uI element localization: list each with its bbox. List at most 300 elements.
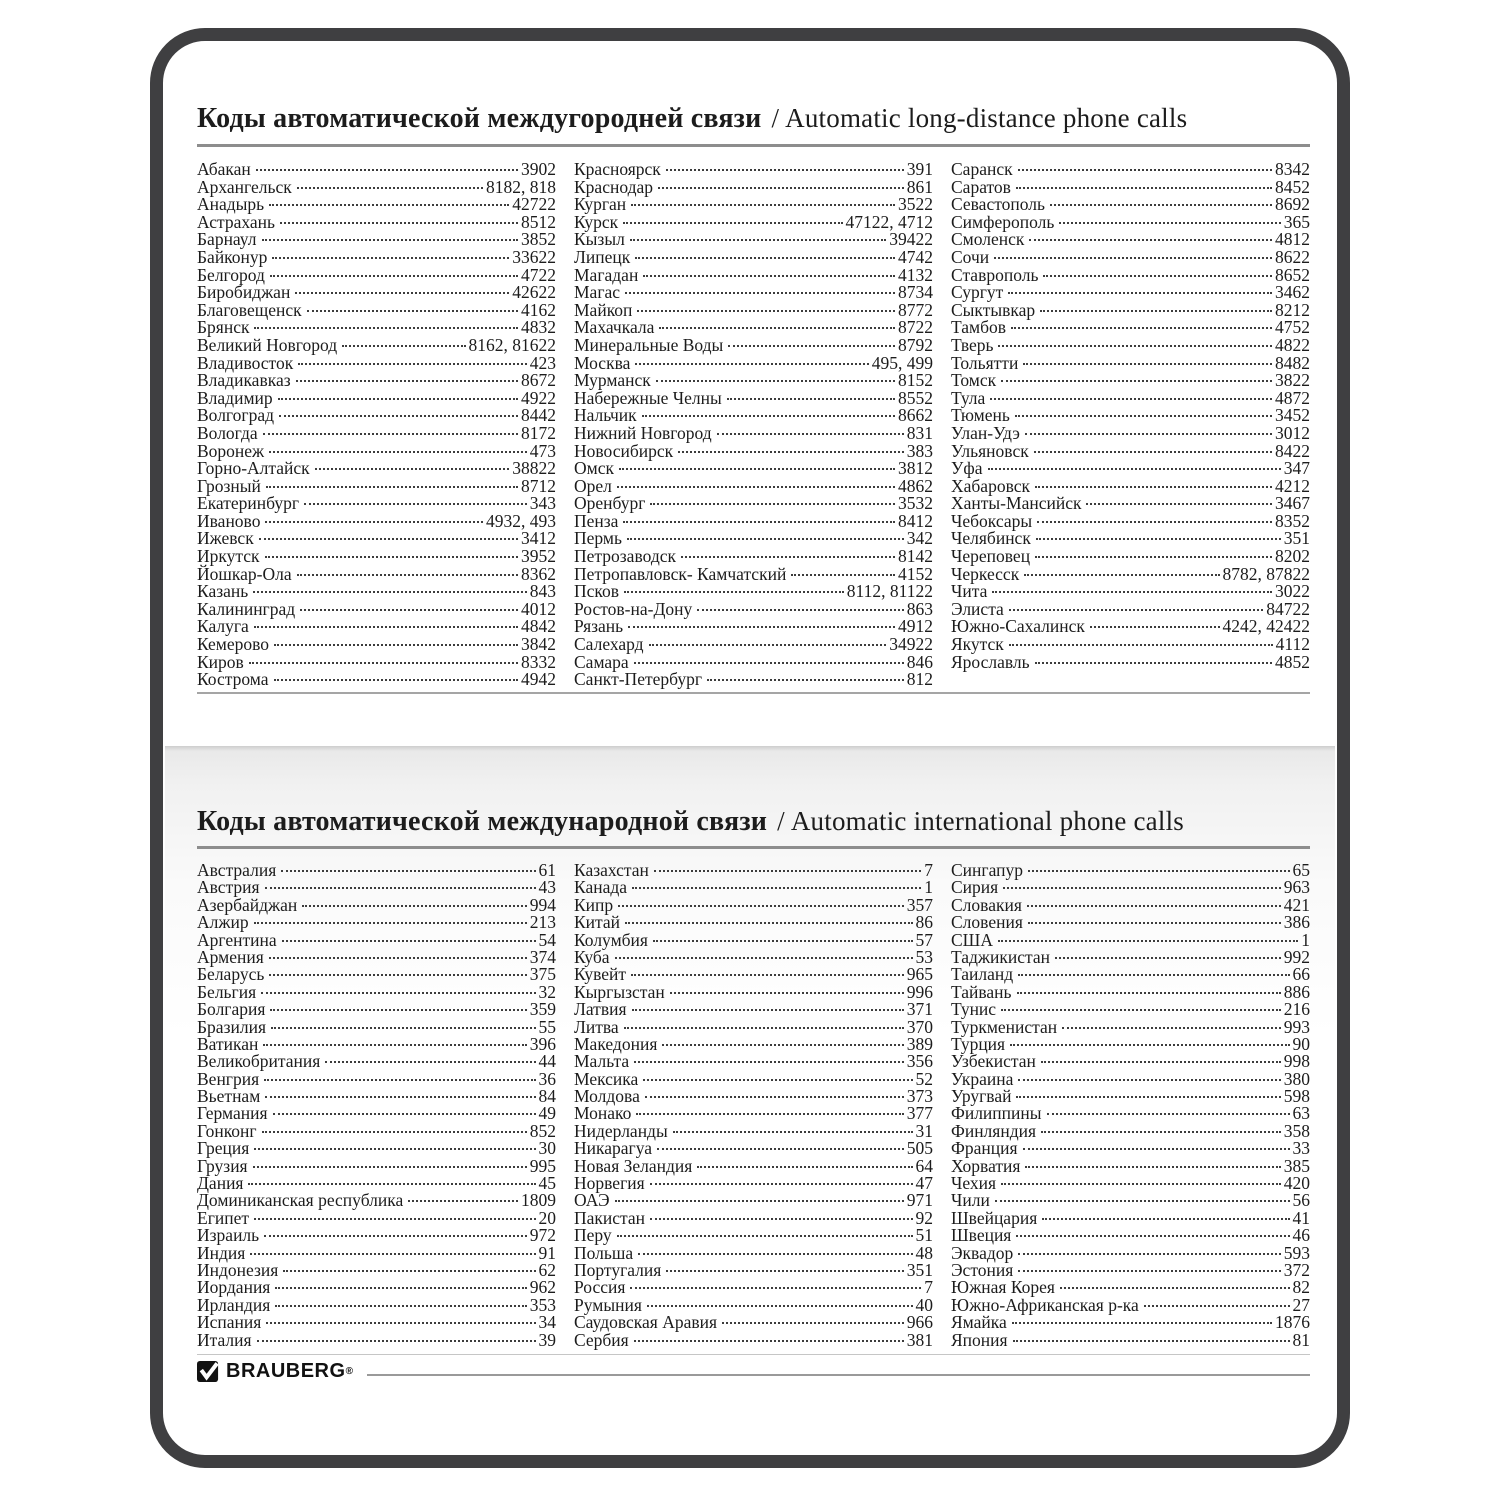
phone-code: 3842 — [521, 634, 556, 655]
place-name: Беларусь — [197, 964, 265, 985]
place-name: Сыктывкар — [951, 299, 1036, 320]
dot-leader — [261, 992, 535, 994]
place-name: Иордания — [197, 1277, 271, 1298]
dot-leader — [1035, 556, 1272, 558]
phone-code: 51 — [915, 1225, 933, 1246]
phone-code: 373 — [906, 1086, 933, 1107]
place-name: Волгоград — [197, 405, 275, 426]
place-name: Мексика — [574, 1068, 639, 1089]
dot-leader — [270, 1009, 526, 1011]
code-row — [574, 211, 933, 232]
phone-code: 4212 — [1275, 475, 1310, 496]
place-name: Астрахань — [197, 211, 275, 232]
phone-code: 52 — [915, 1068, 933, 1089]
section-title — [197, 804, 1310, 839]
place-name: Кипр — [574, 894, 614, 915]
dot-leader — [300, 609, 518, 611]
phone-code: 91 — [538, 1242, 556, 1263]
place-name: Таиланд — [951, 964, 1014, 985]
code-row — [951, 319, 1310, 337]
code-row — [574, 598, 933, 619]
phone-code: 383 — [906, 440, 933, 461]
place-name: США — [951, 929, 993, 950]
phone-code: 33 — [1292, 1138, 1310, 1159]
code-row — [574, 1314, 933, 1331]
code-row — [574, 1001, 933, 1018]
dot-leader — [269, 451, 527, 453]
place-name: Симферополь — [951, 211, 1055, 232]
phone-code: 8512 — [521, 211, 556, 232]
phone-code: 992 — [1283, 946, 1310, 967]
place-name: Турция — [951, 1033, 1006, 1054]
place-name: Липецк — [574, 246, 631, 267]
place-name: Чехия — [951, 1173, 997, 1194]
phone-code: 4932, 493 — [486, 510, 556, 531]
place-name: Калининград — [197, 598, 296, 619]
section-title-en: Automatic international phone calls — [790, 806, 1184, 836]
dot-leader — [1027, 905, 1281, 907]
phone-code: 365 — [1283, 211, 1310, 232]
dot-leader — [279, 415, 518, 417]
phone-code: 40 — [915, 1294, 933, 1315]
phone-code: 3852 — [521, 229, 556, 250]
phone-code: 8412 — [898, 510, 933, 531]
phone-code: 966 — [906, 1312, 933, 1333]
phone-code: 8622 — [1275, 246, 1310, 267]
phone-code: 34 — [538, 1312, 556, 1333]
phone-code: 27 — [1292, 1294, 1310, 1315]
dot-leader — [297, 574, 518, 576]
dot-leader — [262, 1131, 527, 1133]
phone-code: 1 — [924, 877, 933, 898]
dot-leader — [283, 1270, 535, 1272]
dot-leader — [1016, 1235, 1289, 1237]
phone-code: 3467 — [1275, 493, 1310, 514]
phone-code: 4752 — [1275, 317, 1310, 338]
phone-code: 8212 — [1275, 299, 1310, 320]
phone-code: 62 — [538, 1259, 556, 1280]
place-name: Дания — [197, 1173, 244, 1194]
phone-code: 593 — [1283, 1242, 1310, 1263]
place-name: Казахстан — [574, 860, 649, 880]
code-row — [574, 894, 933, 915]
phone-code: 380 — [1283, 1068, 1310, 1089]
code-row — [951, 981, 1310, 1002]
registered-mark: ® — [345, 1366, 353, 1377]
phone-code: 3452 — [1275, 405, 1310, 426]
code-row — [951, 161, 1310, 179]
dot-leader — [1041, 1131, 1281, 1133]
code-row — [574, 334, 933, 355]
dot-leader — [1047, 1113, 1290, 1115]
dot-leader — [627, 538, 904, 540]
place-name: Сочи — [951, 246, 990, 267]
phone-code: 63 — [1292, 1103, 1310, 1124]
phone-code: 36 — [538, 1068, 556, 1089]
phone-code: 8772 — [898, 299, 933, 320]
phone-code: 8712 — [521, 475, 556, 496]
place-name: Китай — [574, 912, 621, 933]
dot-leader — [1062, 1027, 1281, 1029]
place-name: Иркутск — [197, 546, 260, 567]
code-row — [574, 161, 933, 179]
phone-code: 4842 — [521, 616, 556, 637]
dot-leader — [632, 887, 921, 889]
place-name: Ставрополь — [951, 264, 1039, 285]
place-name: Таджикистан — [951, 946, 1051, 967]
section-title-en: Automatic long-distance phone calls — [785, 103, 1188, 133]
place-name: Благовещенск — [197, 299, 302, 320]
phone-code: 8652 — [1275, 264, 1310, 285]
code-column — [197, 862, 556, 1349]
place-name: Сербия — [574, 1329, 629, 1350]
code-column — [574, 862, 933, 1349]
phone-code: 8782, 87822 — [1222, 563, 1310, 584]
place-name: Екатеринбург — [197, 493, 300, 514]
phone-code: 4742 — [898, 246, 933, 267]
dot-leader — [1011, 327, 1272, 329]
code-columns — [197, 161, 1310, 689]
place-name: Черкесск — [951, 563, 1020, 584]
phone-code: 3522 — [898, 194, 933, 215]
dot-leader — [642, 415, 895, 417]
phone-code: 61 — [538, 860, 556, 880]
dot-leader — [619, 468, 895, 470]
phone-code: 863 — [906, 598, 933, 619]
phone-code: 56 — [1292, 1190, 1310, 1211]
dot-leader — [298, 363, 527, 365]
place-name: Новая Зеландия — [574, 1155, 693, 1176]
dot-leader — [1018, 169, 1272, 171]
dot-leader — [275, 1305, 526, 1307]
dot-leader — [342, 345, 465, 347]
phone-code: 34922 — [889, 634, 933, 655]
code-row — [197, 1140, 556, 1157]
place-name: Минеральные Воды — [574, 334, 724, 355]
phone-code: 66 — [1292, 964, 1310, 985]
phone-code: 39 — [538, 1329, 556, 1350]
phone-code: 351 — [906, 1259, 933, 1280]
phone-code: 505 — [906, 1138, 933, 1159]
dot-leader — [278, 398, 518, 400]
section-title-ru: Коды автоматической междугородней связи — [197, 103, 762, 134]
code-row — [574, 460, 933, 478]
dot-leader — [408, 1200, 518, 1202]
dot-leader — [295, 292, 509, 294]
phone-code: 389 — [906, 1033, 933, 1054]
code-row — [197, 598, 556, 619]
dot-leader — [297, 187, 483, 189]
place-name: ОАЭ — [574, 1190, 610, 1211]
code-row — [197, 914, 556, 931]
phone-code: 7 — [924, 1277, 933, 1298]
place-name: Нидерланды — [574, 1120, 668, 1141]
phone-code: 385 — [1283, 1155, 1310, 1176]
phone-code: 30 — [538, 1138, 556, 1159]
place-name: Норвегия — [574, 1173, 645, 1194]
dot-leader — [270, 275, 518, 277]
place-name: Оренбург — [574, 493, 646, 514]
phone-code: 391 — [906, 159, 933, 179]
title-separator: / — [771, 103, 780, 133]
dot-leader — [1023, 1148, 1290, 1150]
dot-leader — [304, 503, 527, 505]
phone-code: 965 — [906, 964, 933, 985]
place-name: Перу — [574, 1225, 612, 1246]
place-name: Южная Корея — [951, 1277, 1055, 1298]
place-name: Тюмень — [951, 405, 1010, 426]
dot-leader — [1009, 644, 1273, 646]
phone-code: 343 — [529, 493, 556, 514]
dot-leader — [654, 870, 921, 872]
place-name: Доминиканская республика — [197, 1190, 404, 1211]
place-name: Пенза — [574, 510, 619, 531]
dot-leader — [1010, 1044, 1289, 1046]
phone-code: 4722 — [521, 264, 556, 285]
phone-code: 846 — [906, 651, 933, 672]
phone-code: 8162, 81622 — [468, 334, 556, 355]
phone-code: 3532 — [898, 493, 933, 514]
dot-leader — [637, 310, 895, 312]
phone-code: 42622 — [512, 282, 556, 303]
dot-leader — [615, 957, 913, 959]
dot-leader — [254, 626, 518, 628]
section-international-header — [197, 804, 1310, 839]
dot-leader — [271, 1027, 536, 1029]
place-name: Великий Новгород — [197, 334, 338, 355]
phone-code: 8342 — [1275, 159, 1310, 179]
section-title — [197, 101, 1310, 136]
dot-leader — [1028, 922, 1281, 924]
dot-leader — [728, 345, 895, 347]
dot-leader — [264, 1079, 535, 1081]
dot-leader — [265, 521, 483, 523]
place-name: Швеция — [951, 1225, 1012, 1246]
code-row — [574, 1175, 933, 1192]
dot-leader — [658, 187, 904, 189]
dot-leader — [1090, 626, 1220, 628]
place-name: Владикавказ — [197, 370, 291, 391]
dot-leader — [1015, 415, 1272, 417]
code-row — [197, 894, 556, 915]
phone-code: 8722 — [898, 317, 933, 338]
place-name: Грозный — [197, 475, 261, 496]
place-name: Германия — [197, 1103, 268, 1124]
phone-code: 8692 — [1275, 194, 1310, 215]
phone-code: 8332 — [521, 651, 556, 672]
code-row — [574, 440, 933, 461]
dot-leader — [1003, 887, 1281, 889]
phone-code: 8172 — [521, 422, 556, 443]
dot-leader — [1016, 1096, 1280, 1098]
code-row — [197, 334, 556, 355]
dot-leader — [281, 870, 535, 872]
dot-leader — [1086, 503, 1272, 505]
place-name: Ульяновск — [951, 440, 1029, 461]
phone-code: 423 — [529, 352, 556, 373]
place-name: Эстония — [951, 1259, 1014, 1280]
title-rule — [197, 846, 1310, 849]
code-row — [951, 231, 1310, 249]
phone-code: 996 — [906, 981, 933, 1002]
dot-leader — [1037, 521, 1272, 523]
dot-leader — [274, 644, 518, 646]
phone-code: 396 — [529, 1033, 556, 1054]
dot-leader — [249, 662, 518, 664]
dot-leader — [1001, 1183, 1281, 1185]
phone-code: 47122, 4712 — [845, 211, 933, 232]
place-name: Ватикан — [197, 1033, 259, 1054]
code-row — [574, 1207, 933, 1228]
dot-leader — [625, 922, 912, 924]
phone-code: 381 — [906, 1329, 933, 1350]
phone-code: 473 — [529, 440, 556, 461]
phone-code: 33622 — [512, 246, 556, 267]
code-column — [574, 161, 933, 689]
phone-code: 356 — [906, 1051, 933, 1072]
code-row — [574, 422, 933, 443]
place-name: Томск — [951, 370, 997, 391]
code-row — [197, 1192, 556, 1209]
place-name: Анадырь — [197, 194, 265, 215]
phone-code: 371 — [906, 999, 933, 1020]
place-name: Южно-Сахалинск — [951, 616, 1085, 637]
phone-code: 54 — [538, 929, 556, 950]
code-row — [951, 440, 1310, 461]
dot-leader — [645, 1096, 904, 1098]
phone-code: 421 — [1283, 894, 1310, 915]
place-name: Индонезия — [197, 1259, 279, 1280]
title-rule — [197, 144, 1310, 147]
place-name: Петрозаводск — [574, 546, 677, 567]
place-name: Саранск — [951, 159, 1013, 179]
dot-leader — [1025, 1166, 1280, 1168]
phone-code: 843 — [529, 581, 556, 602]
phone-code: 4872 — [1275, 387, 1310, 408]
phone-code: 993 — [1283, 1016, 1310, 1037]
phone-code: 971 — [906, 1190, 933, 1211]
dot-leader — [254, 327, 518, 329]
phone-code: 20 — [538, 1207, 556, 1228]
dot-leader — [638, 1253, 912, 1255]
dot-leader — [634, 1340, 904, 1342]
place-name: Израиль — [197, 1225, 260, 1246]
code-row — [197, 299, 556, 320]
section-bottom-rule — [197, 692, 1310, 694]
phone-code: 886 — [1283, 981, 1310, 1002]
phone-code: 998 — [1283, 1051, 1310, 1072]
place-name: Псков — [574, 581, 620, 602]
place-name: Бразилия — [197, 1016, 266, 1037]
code-row — [197, 1155, 556, 1176]
dot-leader — [636, 1113, 903, 1115]
phone-code: 48 — [915, 1242, 933, 1263]
dot-leader — [253, 1166, 527, 1168]
phone-code: 962 — [529, 1277, 556, 1298]
phone-code: 3012 — [1275, 422, 1310, 443]
place-name: Красноярск — [574, 159, 661, 179]
dot-leader — [624, 591, 844, 593]
dot-leader — [269, 957, 527, 959]
phone-code: 1 — [1301, 929, 1310, 950]
code-row — [197, 422, 556, 443]
dot-leader — [1035, 486, 1272, 488]
phone-code: 39422 — [889, 229, 933, 250]
phone-code: 353 — [529, 1294, 556, 1315]
place-name: Киров — [197, 651, 244, 672]
dot-leader — [1018, 974, 1289, 976]
phone-code: 4152 — [898, 563, 933, 584]
place-name: Австрия — [197, 877, 260, 898]
phone-code: 4852 — [1275, 651, 1310, 672]
dot-leader — [630, 1287, 921, 1289]
title-separator: / — [777, 806, 785, 836]
place-name: Македония — [574, 1033, 658, 1054]
place-name: Чебоксары — [951, 510, 1033, 531]
phone-code: 65 — [1292, 860, 1310, 880]
dot-leader — [1035, 662, 1272, 664]
dot-leader — [1001, 380, 1272, 382]
code-row — [197, 1120, 556, 1141]
phone-code: 351 — [1283, 528, 1310, 549]
code-row — [951, 422, 1310, 443]
dot-leader — [617, 1235, 913, 1237]
phone-code: 812 — [906, 669, 933, 690]
place-name: Колумбия — [574, 929, 648, 950]
dot-leader — [275, 1287, 526, 1289]
code-row — [197, 1001, 556, 1018]
dot-leader — [280, 222, 518, 224]
phone-code: 46 — [1292, 1225, 1310, 1246]
brauberg-checkmark-icon — [197, 1360, 220, 1383]
phone-code: 3952 — [521, 546, 556, 567]
phone-code: 8352 — [1275, 510, 1310, 531]
place-name: Япония — [951, 1329, 1008, 1350]
dot-leader — [263, 433, 518, 435]
place-name: Нижний Новгород — [574, 422, 712, 443]
dot-leader — [998, 940, 1298, 942]
phone-code: 8482 — [1275, 352, 1310, 373]
place-name: Словакия — [951, 894, 1022, 915]
place-name: Владивосток — [197, 352, 294, 373]
dot-leader — [631, 974, 904, 976]
dot-leader — [1023, 363, 1272, 365]
dot-leader — [259, 538, 518, 540]
dot-leader — [650, 503, 895, 505]
phone-code: 4132 — [898, 264, 933, 285]
phone-code: 49 — [538, 1103, 556, 1124]
place-name: Португалия — [574, 1259, 662, 1280]
phone-code: 8182, 818 — [486, 176, 556, 197]
dot-leader — [1059, 222, 1280, 224]
place-name: Гонконг — [197, 1120, 257, 1141]
phone-code: 3022 — [1275, 581, 1310, 602]
phone-code: 8442 — [521, 405, 556, 426]
place-name: Хорватия — [951, 1155, 1021, 1176]
code-row — [951, 372, 1310, 390]
dot-leader — [650, 1183, 913, 1185]
place-name: Якутск — [951, 634, 1004, 655]
phone-code: 8672 — [521, 370, 556, 391]
dot-leader — [265, 556, 518, 558]
place-name: Филиппины — [951, 1103, 1042, 1124]
place-name: Майкоп — [574, 299, 633, 320]
place-name: Казань — [197, 581, 249, 602]
place-name: Элиста — [951, 598, 1004, 619]
dot-leader — [1036, 538, 1281, 540]
place-name: Курган — [574, 194, 627, 215]
phone-code: 370 — [906, 1016, 933, 1037]
